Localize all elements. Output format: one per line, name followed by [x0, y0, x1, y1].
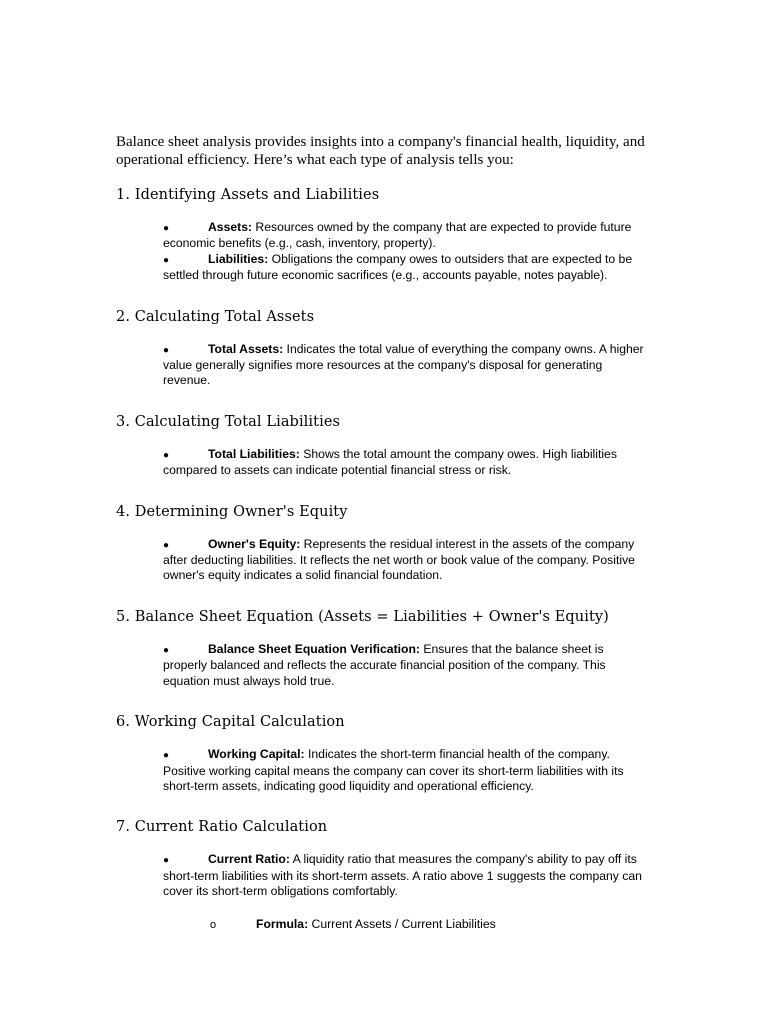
- section-heading: 4. Determining Owner's Equity: [116, 503, 348, 520]
- bullet-list: [116, 852, 648, 933]
- sub-bullet-item: [210, 917, 648, 933]
- bullet-item: [163, 252, 648, 284]
- bullet-text: Ensures that the balance sheet is properly balanced and reflects the accurate financial position of the company. This equation must always hold true.: [163, 641, 606, 688]
- bullet-term: Total Liabilities:: [208, 446, 300, 461]
- bullet-item: [163, 852, 648, 933]
- bullet-list: [116, 447, 648, 479]
- bullet-text: Resources owned by the company that are expected to provide future economic benefits (e.g., cash, inventory, property).: [163, 220, 632, 251]
- section-heading: 7. Current Ratio Calculation: [116, 819, 328, 836]
- bullet-term: Liabilities:: [208, 251, 269, 266]
- bullet-term: Owner's Equity:: [208, 536, 301, 551]
- bullet-item: [163, 342, 648, 389]
- section-heading: 3. Calculating Total Liabilities: [116, 413, 341, 430]
- bullet-list: [116, 747, 648, 794]
- sub-bullet-list: [163, 917, 648, 933]
- intro-paragraph: Balance sheet analysis provides insights into a company's financial health, liquidity, and operational efficiency. Here’s what each type of analysis tells you:: [116, 134, 645, 168]
- hollow-circle-icon: o: [210, 918, 217, 931]
- bullet-item: [163, 537, 648, 584]
- bullet-text: A liquidity ratio that measures the company's ability to pay off its short-term liabilities with its short-term assets. A ratio above 1 suggests the company can cover its short-term obligations comfortably.: [163, 852, 642, 899]
- bullet-term: Balance Sheet Equation Verification:: [208, 641, 420, 656]
- bullet-dot-icon: ●: [163, 855, 170, 867]
- bullet-list: [116, 537, 648, 584]
- section-heading: 2. Calculating Total Assets: [116, 308, 315, 325]
- bullet-text: Current Assets / Current Liabilities: [308, 916, 496, 931]
- bullet-term: Assets:: [208, 220, 253, 234]
- bullet-list: [116, 220, 648, 284]
- section-3: [116, 413, 652, 479]
- section-2: [116, 308, 652, 389]
- bullet-dot-icon: ●: [163, 449, 170, 461]
- bullet-dot-icon: ●: [163, 344, 170, 356]
- document-page: [116, 133, 652, 957]
- section-heading: 5. Balance Sheet Equation (Assets = Liabilities + Owner's Equity): [116, 608, 609, 625]
- bullet-dot-icon: ●: [163, 750, 170, 762]
- bullet-list: [116, 642, 648, 689]
- bullet-term: Formula:: [256, 916, 309, 931]
- bullet-term: Total Assets:: [208, 341, 284, 356]
- bullet-dot-icon: ●: [163, 223, 170, 234]
- section-6: [116, 713, 652, 794]
- bullet-list: [116, 342, 648, 389]
- bullet-text: Shows the total amount the company owes. High liabilities compared to assets can indicate potential financial stress or risk.: [163, 446, 617, 478]
- bullet-text: Indicates the total value of everything the company owns. A higher value generally signifies more resources at the company's disposal for generating revenue.: [163, 341, 644, 388]
- bullet-text: Obligations the company owes to outsiders that are expected to be settled through future economic sacrifices (e.g., accounts payable, notes payable).: [163, 251, 633, 283]
- bullet-item: [163, 642, 648, 689]
- section-heading: 6. Working Capital Calculation: [116, 714, 345, 731]
- section-1: [116, 186, 652, 284]
- bullet-dot-icon: ●: [163, 539, 170, 551]
- bullet-text: Indicates the short-term financial health of the company. Positive working capital means the company can cover its short-term liabilities with its short-term assets, indicating good liquidity and operational efficiency.: [163, 747, 624, 793]
- section-heading: 1. Identifying Assets and Liabilities: [116, 187, 380, 203]
- bullet-term: Current Ratio:: [208, 852, 290, 867]
- section-7: [116, 818, 652, 933]
- bullet-dot-icon: ●: [163, 254, 170, 266]
- bullet-item: [163, 747, 648, 794]
- bullet-item: [163, 220, 648, 252]
- section-5: [116, 608, 652, 689]
- bullet-term: Working Capital:: [208, 747, 305, 762]
- section-4: [116, 503, 652, 584]
- bullet-item: [163, 447, 648, 479]
- bullet-dot-icon: ●: [163, 644, 170, 656]
- bullet-text: Represents the residual interest in the assets of the company after deducting liabilities. It reflects the net worth or book value of the company. Positive owner's equity indicates a solid financial foundation.: [163, 536, 635, 583]
